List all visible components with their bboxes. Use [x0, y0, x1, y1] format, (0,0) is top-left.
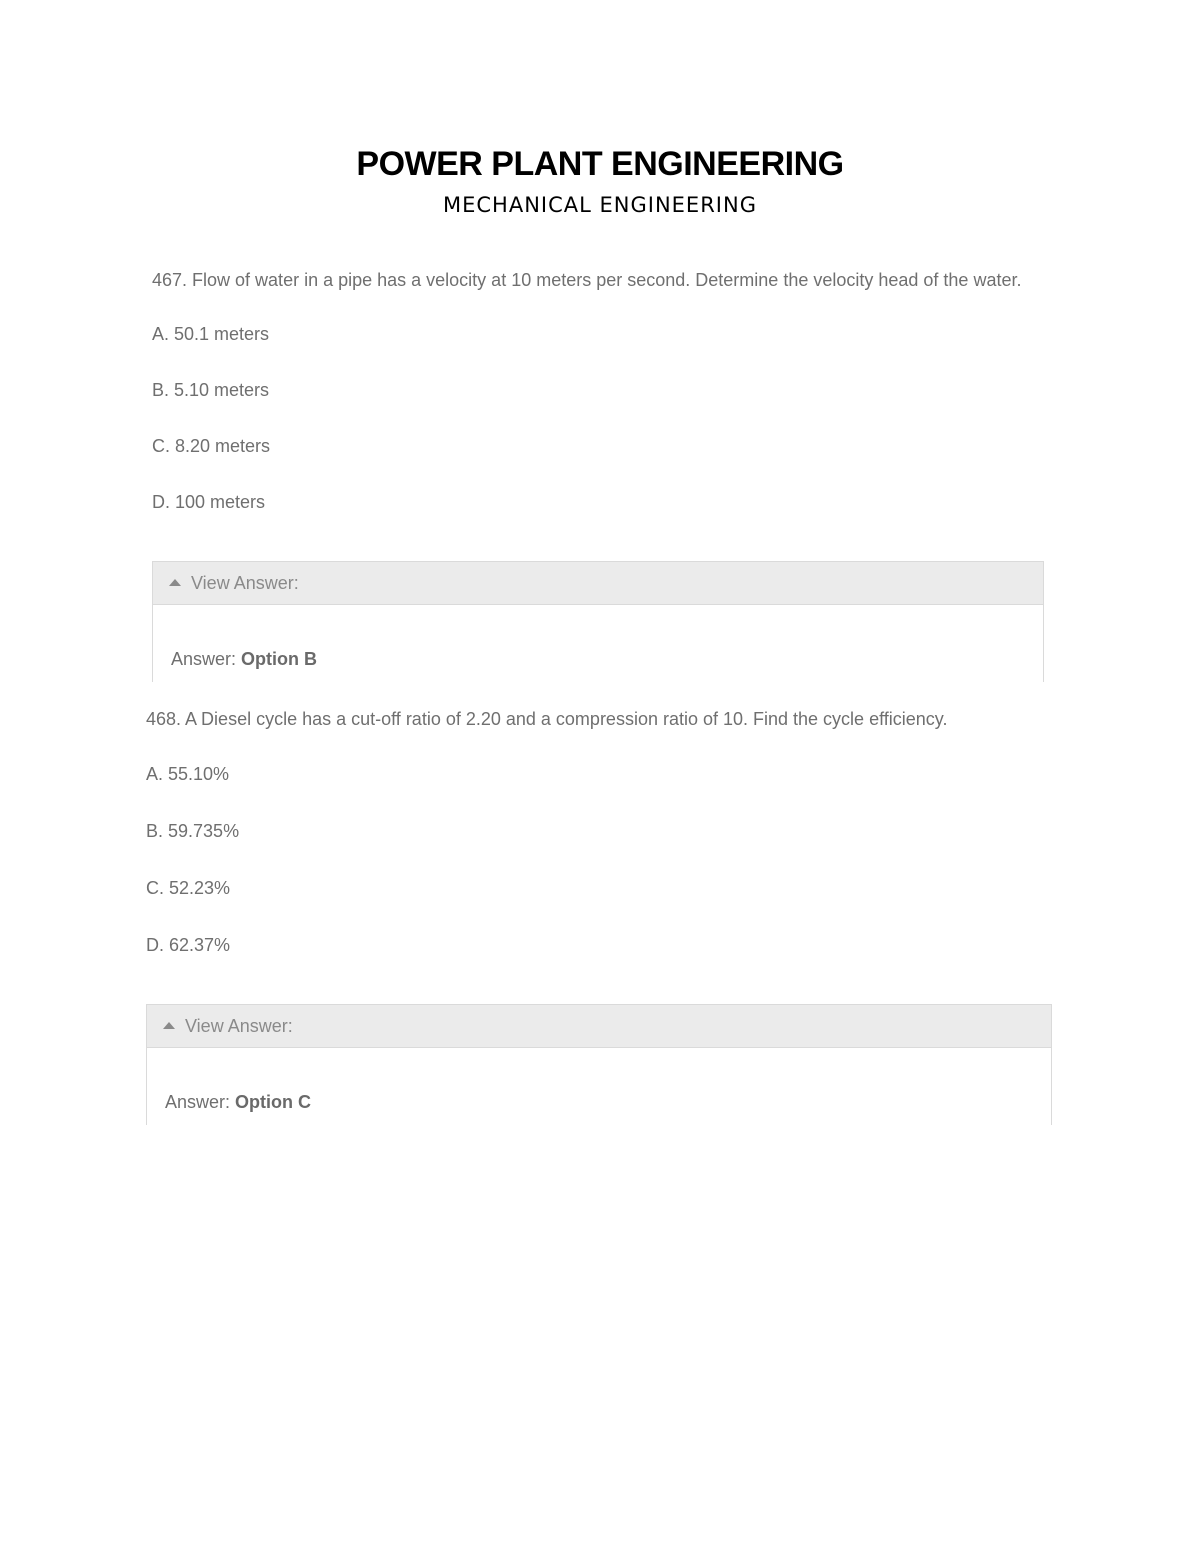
option-b: B. 5.10 meters [152, 380, 270, 400]
answer-value: Option B [241, 649, 318, 669]
option-b: B. 59.735% [146, 821, 240, 841]
option-list [152, 322, 1044, 546]
view-answer-label: View Answer: [191, 572, 299, 593]
option-d: D. 62.37% [146, 935, 231, 955]
answer-value: Option C [235, 1092, 312, 1112]
answer-panel [146, 1004, 1052, 1125]
option-c: C. 52.23% [146, 878, 231, 898]
view-answer-toggle[interactable] [146, 1004, 1052, 1048]
page-subtitle: MECHANICAL ENGINEERING [443, 193, 757, 217]
answer-body [152, 605, 1044, 682]
question-468 [146, 703, 1052, 1125]
view-answer-toggle[interactable] [152, 561, 1044, 605]
option-d: D. 100 meters [152, 492, 266, 512]
answer-prefix: Answer: [165, 1092, 231, 1112]
question-stem: 467. Flow of water in a pipe has a velocity at 10 meters per second. Determine the velocity head of the water. [152, 270, 1022, 290]
caret-up-icon [169, 579, 181, 586]
caret-up-icon [163, 1022, 175, 1029]
question-467 [152, 264, 1044, 682]
view-answer-label: View Answer: [185, 1015, 293, 1036]
option-list [146, 762, 1052, 990]
answer-panel [152, 561, 1044, 682]
answer-prefix: Answer: [171, 649, 237, 669]
answer-body [146, 1048, 1052, 1125]
page-title: POWER PLANT ENGINEERING [356, 145, 844, 183]
option-a: A. 55.10% [146, 764, 230, 784]
option-a: A. 50.1 meters [152, 324, 270, 344]
option-c: C. 8.20 meters [152, 436, 271, 456]
question-stem: 468. A Diesel cycle has a cut-off ratio of 2.20 and a compression ratio of 10. Find the cycle efficiency. [146, 709, 948, 729]
